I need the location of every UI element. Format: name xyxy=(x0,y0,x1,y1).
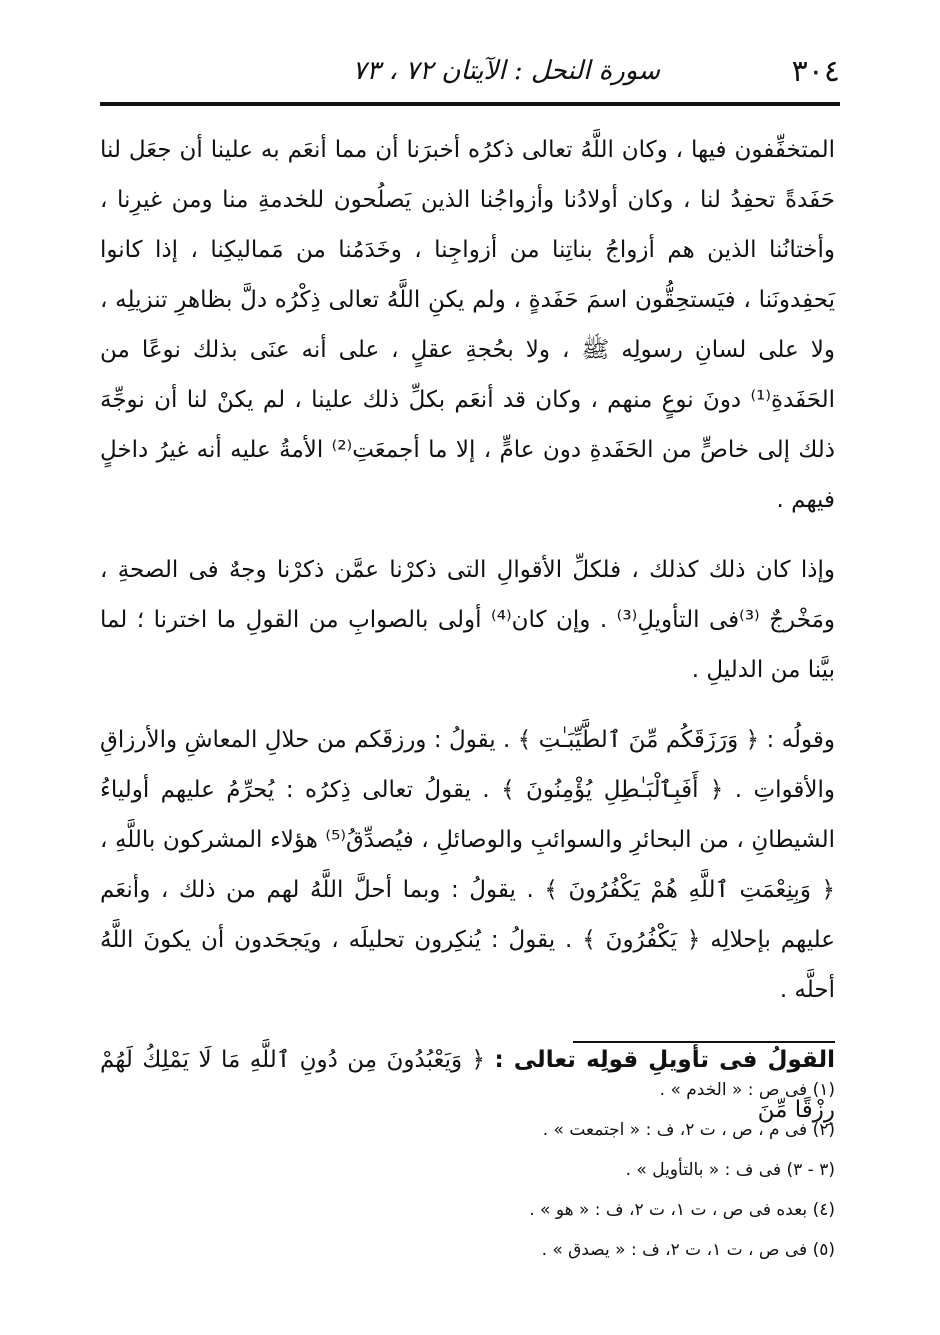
footnote: (١) فى ص : « الخدم » . xyxy=(659,1080,835,1100)
paragraph: المتخفِّفون فيها ، وكان اللَّهُ تعالى ذكرُه أخبرَنا أن مما أنعَم به علينا أن جعَل لنا حَفَدةً تحفِدُ لنا ، وكان أولادُنا وأزواجُنا الذين يَصلُحون للخدمةِ منا ومن غيرِنا ، وأختانُنا الذين هم أزواجُ بناتِنا من أزواجِنا ، وخَدَمُنا من مَماليكِنا ، إذا كانوا يَحفِدونَنا ، فيَستحِقُّون اسمَ حَفَدةٍ ، ولم يكنِ اللَّهُ تعالى ذِكْرُه دلَّ بظاهرِ تنزيلِه ، ولا على لسانِ رسولِه ﷺ ، ولا بحُجةِ عقلٍ ، على أنه عنَى بذلك نوعًا من الحَفَدةِ⁽¹⁾ دونَ نوعٍ منهم ، وكان قد أنعَم بكلِّ ذلك علينا ، لم يكنْ لنا أن نوجِّهَ ذلك إلى خاصٍّ من الحَفَدةِ دون عامٍّ ، إلا ما أجمعَتِ⁽²⁾ الأمةُ عليه أنه غيرُ داخلٍ فيهم . xyxy=(100,137,835,513)
footnote: (٣ - ٣) فى ف : « بالتأويل » . xyxy=(625,1160,835,1180)
paragraph: وقولُه : ﴿ وَرَزَقَكُم مِّنَ ٱلطَّيِّبَـٰتِ ﴾ . يقولُ : ورزقَكم من حلالِ المعاشِ والأرزاقِ والأقواتِ . ﴿ أَفَبِٱلْبَـٰطِلِ يُؤْمِنُونَ ﴾ . يقولُ تعالى ذِكرُه : يُحرِّمُ عليهم أولياءُ الشيطانِ ، من البحائرِ والسوائبِ والوصائلِ ، فيُصدِّقُ⁽⁵⁾ هؤلاء المشركون باللَّهِ ، ﴿ وَبِنِعْمَتِ ٱللَّهِ هُمْ يَكْفُرُونَ ﴾ . يقولُ : وبما أحلَّ اللَّهُ لهم من ذلك ، وأنعَم عليهم بإحلالِه ﴿ يَكْفُرُونَ ﴾ . يقولُ : يُنكِرون تحليلَه ، ويَجحَدون أن يكونَ اللَّهُ أحلَّه . xyxy=(100,727,835,1003)
header-divider xyxy=(100,102,840,106)
paragraph: وإذا كان ذلك كذلك ، فلكلِّ الأقوالِ التى ذكرْنا عمَّن ذكرْنا وجهٌ فى الصحةِ ، ومَخْرجٌ ⁽³⁾فى التأويلِ⁽³⁾ . وإن كان⁽⁴⁾ أولى بالصوابِ من القولِ ما اخترنا ؛ لما بيَّنا من الدليلِ . xyxy=(100,557,836,683)
section-heading-lead: القولُ فى تأويلِ قولِه تعالى : xyxy=(494,1047,836,1073)
page-number: ٣٠٤ xyxy=(791,54,840,89)
footnotes xyxy=(300,1070,835,1270)
main-text xyxy=(100,125,835,1135)
footnote: (٥) فى ص ، ت ١، ت ٢، ف : « يصدق » . xyxy=(541,1240,835,1260)
footnote: (٢) فى م ، ص ، ت ٢، ف : « اجتمعت » . xyxy=(542,1120,835,1140)
page-header xyxy=(100,48,840,98)
footnote-divider xyxy=(573,1041,835,1043)
running-title: سورة النحل : الآيتان ٧٢ ، ٧٣ xyxy=(352,56,660,86)
footnote: (٤) بعده فى ص ، ت ١، ت ٢، ف : « هو » . xyxy=(529,1200,835,1220)
section-heading-verse: ﴿ وَيَعْبُدُونَ مِن دُونِ ٱللَّهِ مَا لَا يَمْلِكُ لَهُمْ رِزْقًا مِّنَ xyxy=(100,1047,835,1123)
